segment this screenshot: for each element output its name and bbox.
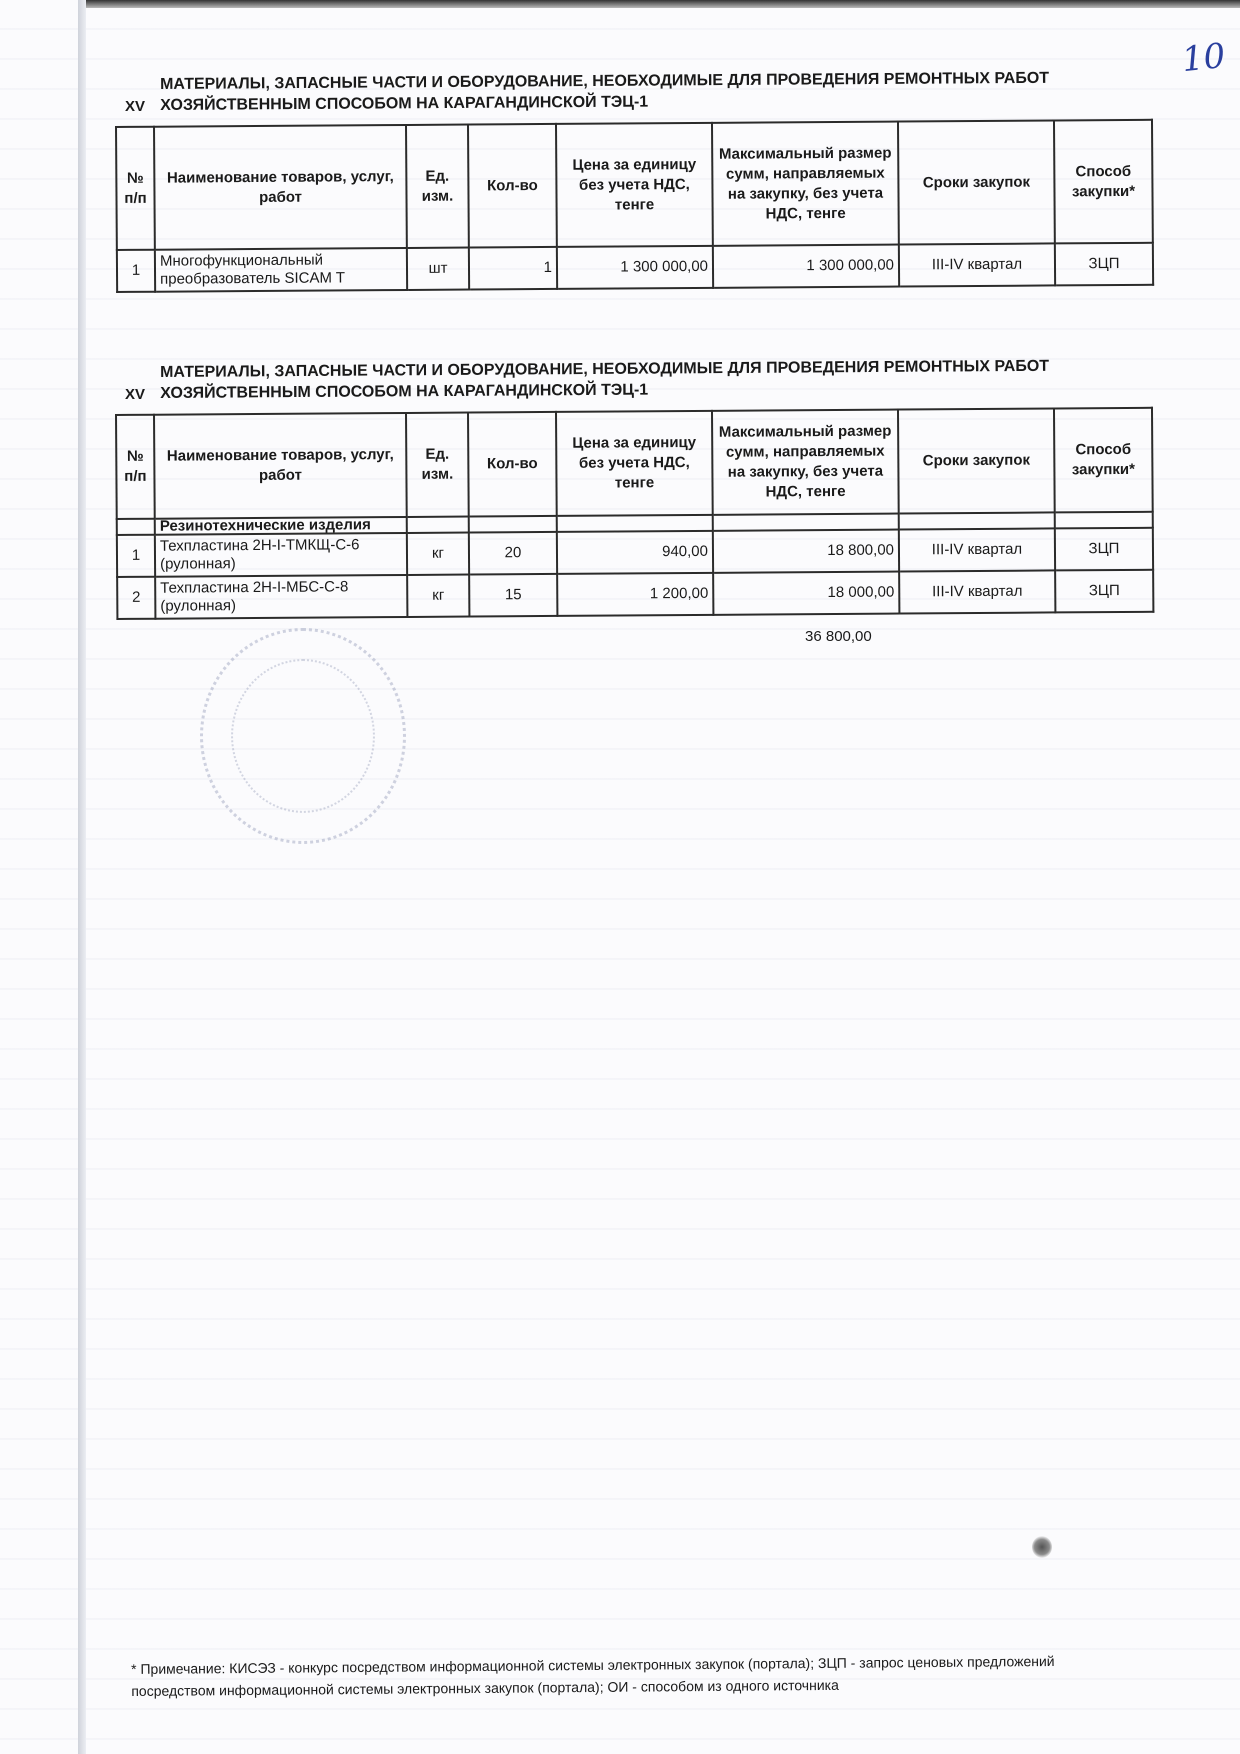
header-method: Способ закупки* xyxy=(1054,408,1153,513)
table-row xyxy=(117,570,1153,619)
section-2-header xyxy=(115,357,1151,414)
cell-method: ЗЦП xyxy=(1055,243,1153,286)
cell-qty: 20 xyxy=(469,532,557,575)
cell-method: ЗЦП xyxy=(1055,528,1153,571)
table-row xyxy=(117,528,1153,577)
header-num: № п/п xyxy=(116,415,155,519)
group-cell-unit xyxy=(407,517,469,533)
handwritten-page-number: 10 xyxy=(1180,35,1228,81)
group-cell-num xyxy=(117,519,155,535)
section-1-number: XV xyxy=(125,98,146,115)
section-1 xyxy=(115,69,1151,293)
header-num: № п/п xyxy=(116,127,155,250)
section-1-header xyxy=(115,69,1151,126)
table-header-row xyxy=(116,408,1153,519)
cell-max-sum: 18 800,00 xyxy=(713,530,899,573)
header-period: Сроки закупок xyxy=(898,120,1055,244)
header-max-sum: Максимальный размер сумм, направляемых на закупку, без учета НДС, тенге xyxy=(712,410,899,515)
header-period: Сроки закупок xyxy=(898,408,1055,513)
cell-price: 1 200,00 xyxy=(557,573,713,616)
cell-name: Техпластина 2Н-I-МБС-С-8 (рулонная) xyxy=(155,575,407,619)
section-2 xyxy=(115,357,1151,645)
footnote: * Примечание: КИСЭЗ - конкурс посредством информационной системы электронных закупок (портала); ЗЦП - запрос ценовых предложений посредством информационной системы электронных закупок (портала); ОИ - способом из одного источника xyxy=(131,1652,1055,1699)
cell-unit: кг xyxy=(407,575,469,617)
seal-inner-ring xyxy=(231,659,375,813)
cell-max-sum: 1 300 000,00 xyxy=(713,245,899,288)
cell-period: III-IV квартал xyxy=(899,243,1055,286)
header-unit: Ед. изм. xyxy=(406,125,469,248)
cell-max-sum: 18 000,00 xyxy=(713,572,899,615)
cell-unit: шт xyxy=(407,248,469,290)
group-cell-max-sum xyxy=(713,514,899,531)
header-qty: Кол-во xyxy=(468,124,557,248)
table-header-row xyxy=(116,120,1153,250)
page-top-edge xyxy=(80,0,1240,8)
cell-num: 1 xyxy=(117,535,155,577)
section-2-table xyxy=(115,407,1154,620)
cell-name: Техпластина 2Н-I-ТМКЩ-С-6 (рулонная) xyxy=(155,533,407,577)
group-cell-price xyxy=(557,515,713,532)
cell-period: III-IV квартал xyxy=(899,528,1055,571)
section-1-title: МАТЕРИАЛЫ, ЗАПАСНЫЕ ЧАСТИ И ОБОРУДОВАНИЕ, НЕОБХОДИМЫЕ ДЛЯ ПРОВЕДЕНИЯ РЕМОНТНЫХ РАБОТ ХОЗЯЙСТВЕННЫМ СПОСОБОМ НА КАРАГАНДИНСКОЙ ТЭЦ-1 xyxy=(160,69,1050,114)
header-method: Способ закупки* xyxy=(1054,120,1153,244)
group-cell-qty xyxy=(469,516,557,533)
section-2-total: 36 800,00 xyxy=(805,628,872,645)
page-binding-edge xyxy=(78,0,86,1754)
cell-period: III-IV квартал xyxy=(899,570,1055,613)
header-price: Цена за единицу без учета НДС, тенге xyxy=(556,411,713,516)
group-cell-method xyxy=(1055,512,1153,529)
ink-smudge xyxy=(1032,1536,1052,1558)
group-cell-period xyxy=(899,512,1055,529)
header-name: Наименование товаров, услуг, работ xyxy=(154,125,407,250)
faded-seal-stamp xyxy=(200,628,406,844)
header-unit: Ед. изм. xyxy=(406,413,469,517)
header-max-sum: Максимальный размер сумм, направляемых на закупку, без учета НДС, тенге xyxy=(712,122,899,246)
cell-name: Многофункциональный преобразователь SICAM T xyxy=(155,248,407,292)
header-qty: Кол-во xyxy=(468,412,557,517)
cell-method: ЗЦП xyxy=(1055,570,1153,613)
group-label: Резинотехнические изделия xyxy=(155,517,407,535)
cell-unit: кг xyxy=(407,533,469,575)
cell-price: 940,00 xyxy=(557,531,713,574)
section-2-title: МАТЕРИАЛЫ, ЗАПАСНЫЕ ЧАСТИ И ОБОРУДОВАНИЕ, НЕОБХОДИМЫЕ ДЛЯ ПРОВЕДЕНИЯ РЕМОНТНЫХ РАБОТ ХОЗЯЙСТВЕННЫМ СПОСОБОМ НА КАРАГАНДИНСКОЙ ТЭЦ-1 xyxy=(160,357,1050,402)
header-price: Цена за единицу без учета НДС, тенге xyxy=(556,123,713,247)
cell-num: 1 xyxy=(117,250,155,292)
cell-price: 1 300 000,00 xyxy=(557,246,713,289)
cell-qty: 15 xyxy=(469,574,557,617)
header-name: Наименование товаров, услуг, работ xyxy=(154,413,407,519)
cell-num: 2 xyxy=(117,577,155,619)
section-1-table xyxy=(115,119,1154,293)
section-2-number: XV xyxy=(125,386,146,403)
cell-qty: 1 xyxy=(469,247,557,290)
table-row xyxy=(117,243,1153,292)
